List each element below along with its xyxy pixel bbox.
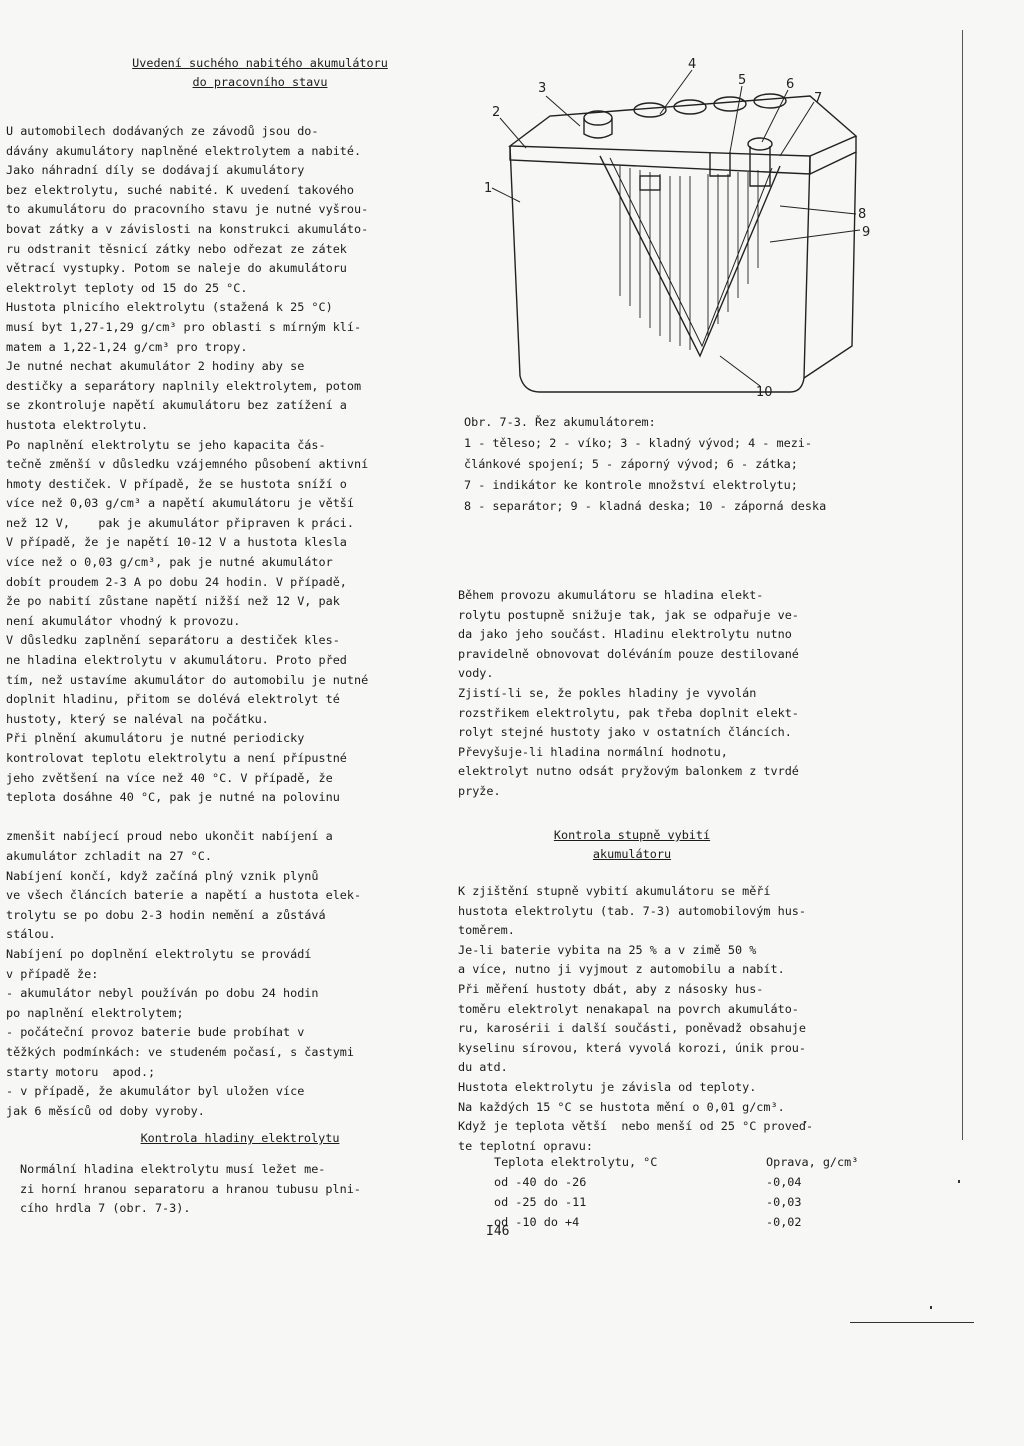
heading-line: Kontrola stupně vybití: [553, 828, 711, 842]
table-cell: -0,02: [766, 1215, 802, 1229]
positive-terminal: [584, 111, 612, 125]
text-line: že po nabití zůstane napětí nižší než 12 V, pak: [6, 594, 340, 609]
table-header: [494, 1152, 894, 1172]
text-line: jak 6 měsíců od doby vyroby.: [6, 1103, 205, 1118]
text-line: tečně změnší v důsledku vzájemného působení aktivní: [6, 457, 369, 472]
text-line: rozstřikem elektrolytu, pak třeba doplnit elekt-: [458, 705, 799, 720]
heading-line: akumulátoru: [592, 847, 672, 861]
figure-label-8: 8: [858, 207, 867, 222]
text-line: Při plnění akumulátoru je nutné periodicky: [6, 731, 305, 746]
right-column: [458, 586, 928, 802]
text-line: více než 0,03 g/cm³ a napětí akumulátoru je větší: [6, 496, 355, 511]
text-line: tím, než ustavíme akumulátor do automobilu je nutné: [6, 672, 369, 687]
text-line: [6, 808, 466, 828]
text-line: jeho zvětšení na více než 40 °C. V případě, že: [6, 770, 333, 785]
text-line: - v případě, že akumulátor byl uložen více: [6, 1084, 305, 1099]
text-line: hustoty, který se naléval na počátku.: [6, 711, 269, 726]
text-line: Nabíjení končí, když začíná plný vznik plynů: [6, 868, 319, 883]
text-line: pravidelně obnovovat doléváním pouze destilované: [458, 646, 799, 661]
text-line: Převyšuje-li hladina normální hodnotu,: [458, 744, 728, 759]
section-heading-2: [40, 1129, 440, 1148]
text-line: těžkých podmínkách: ve studeném počasí, s častymi: [6, 1044, 355, 1059]
text-line: více než o 0,03 g/cm³, pak je nutné akumulátor: [6, 555, 333, 570]
caption-line: článkové spojení; 5 - záporný vývod; 6 - zátka;: [464, 457, 798, 471]
figure-label-3: 3: [538, 81, 547, 96]
lid-edge: [510, 146, 810, 174]
text-line: - akumulátor nebyl používán po dobu 24 hodin: [6, 986, 319, 1001]
text-line: U automobilech dodávaných ze závodů jsou do-: [6, 124, 319, 138]
text-line: Nabíjení po doplnění elektrolytu se provádí: [6, 946, 312, 961]
section-heading-1: [60, 54, 460, 92]
text-line: V případě, že je napětí 10-12 V a hustota klesla: [6, 535, 347, 550]
table-header-cell: Oprava, g/cm³: [766, 1155, 859, 1169]
table-header-cell: Teplota elektrolytu, °C: [494, 1155, 658, 1169]
text-line: dávány akumulátory naplněné elektrolytem a nabité.: [6, 143, 362, 158]
section-heading-3: [432, 826, 832, 864]
text-line: Je nutné nechat akumulátor 2 hodiny aby se: [6, 359, 305, 374]
text-line: Jako náhradní díly se dodávají akumulátory: [6, 163, 305, 178]
text-line: hustota elektrolytu.: [6, 417, 149, 432]
text-line: da jako jeho součást. Hladinu elektrolytu nutno: [458, 627, 792, 642]
left-column: [6, 122, 466, 1121]
text-line: není akumulátor vhodný k provozu.: [6, 613, 241, 628]
text-line: hustota elektrolytu (tab. 7-3) automobilovým hus-: [458, 903, 807, 918]
text-line: ru, karosérii i další součásti, poněvadž obsahuje: [458, 1021, 807, 1036]
text-line: stálou.: [6, 927, 56, 942]
battery-cutaway-figure: [480, 56, 880, 406]
heading-line: Uvedení suchého nabitého akumulátoru: [132, 56, 388, 70]
text-line: Je-li baterie vybita na 25 % a v zimě 50 %: [458, 942, 757, 957]
text-line: zi horní hranou separatoru a hranou tubusu plni-: [20, 1181, 361, 1196]
right-column-2: [458, 882, 813, 1156]
text-line: Během provozu akumulátoru se hladina elekt-: [458, 588, 764, 602]
text-line: pryže.: [458, 783, 501, 798]
text-line: zmenšit nabíjecí proud nebo ukončit nabíjení a: [6, 829, 333, 844]
figure-label-7: 7: [814, 91, 823, 106]
text-line: destičky a separátory naplnily elektrolytem, potom: [6, 378, 362, 393]
table-cell: od -40 do -26: [494, 1175, 587, 1189]
text-line: hmoty destiček. V případě, že se hustota sníží o: [6, 476, 347, 491]
margin-rule: [962, 30, 963, 1140]
heading-line: Kontrola hladiny elektrolytu: [140, 1131, 340, 1145]
text-line: trolytu se po dobu 2-3 hodin nemění a zůstává: [6, 907, 326, 922]
text-line: Po naplnění elektrolytu se jeho kapacita čás-: [6, 437, 326, 452]
text-line: teplota dosáhne 40 °C, pak je nutné na polovinu: [6, 790, 340, 805]
text-line: Zjistí-li se, že pokles hladiny je vyvolán: [458, 685, 757, 700]
text-line: dobít proudem 2-3 A po dobu 24 hodin. V případě,: [6, 574, 347, 589]
heading-line: do pracovního stavu: [192, 75, 328, 89]
text-line: ru odstranit těsnicí zátky nebo odřezat ze zátek: [6, 241, 347, 256]
table-cell: -0,04: [766, 1175, 802, 1189]
text-line: Když je teplota větší nebo menší od 25 °C proveď-: [458, 1119, 814, 1134]
text-line: toměru elektrolyt nenakapal na povrch akumuláto-: [458, 1001, 799, 1016]
text-line: matem a 1,22-1,24 g/cm³ pro tropy.: [6, 339, 248, 354]
battery-right-side: [804, 152, 856, 378]
text-line: Normální hladina elektrolytu musí ležet me-: [20, 1162, 326, 1176]
text-line: bez elektrolytu, suché nabité. K uvedení takového: [6, 182, 355, 197]
left-column-tail: [20, 1160, 361, 1219]
text-line: to akumulátoru do pracovního stavu je nutné vyšrou-: [6, 202, 369, 217]
text-line: rolytu postupně snižuje tak, jak se odpařuje ve-: [458, 607, 799, 622]
scan-speck: [958, 1180, 960, 1183]
text-line: rolyt stejné hustoty jako v ostatních článcích.: [458, 725, 792, 740]
correction-table: [494, 1152, 894, 1232]
table-cell: -0,03: [766, 1195, 802, 1209]
text-line: Hustota elektrolytu je závisla od teploty.: [458, 1079, 757, 1094]
figure-label-6: 6: [786, 77, 795, 92]
text-line: po naplnění elektrolytem;: [6, 1005, 184, 1020]
text-line: bovat zátky a v závislosti na konstrukci akumuláto-: [6, 221, 369, 236]
page-number: I46: [486, 1224, 510, 1239]
caption-line: 8 - separátor; 9 - kladná deska; 10 - záporná deska: [464, 499, 827, 513]
text-line: a více, nutno ji vyjmout z automobilu a nabít.: [458, 962, 785, 977]
text-line: starty motoru apod.;: [6, 1064, 156, 1079]
battery-lid-outline: [510, 96, 856, 156]
text-line: Na každých 15 °C se hustota mění o 0,01 g/cm³.: [458, 1099, 785, 1114]
text-line: musí byt 1,27-1,29 g/cm³ pro oblasti s mírným klí-: [6, 319, 362, 334]
figure-label-5: 5: [738, 73, 747, 88]
lid-side: [810, 136, 856, 174]
table-cell: od -10 do +4: [494, 1215, 580, 1229]
text-line: V důsledku zaplnění separátoru a destiček kles-: [6, 633, 340, 648]
table-cell: od -25 do -11: [494, 1195, 587, 1209]
text-line: se zkontroluje napětí akumulátoru bez zatížení a: [6, 398, 347, 413]
text-line: v případě že:: [6, 966, 99, 981]
text-line: du atd.: [458, 1060, 508, 1075]
text-line: kontrolovat teplotu elektrolytu a není přípustné: [6, 751, 347, 765]
text-line: akumulátor zchladit na 27 °C.: [6, 848, 212, 863]
figure-label-10: 10: [756, 385, 773, 400]
figure-label-2: 2: [492, 105, 501, 120]
text-line: kyselinu sírovou, která vyvolá korozi, únik prou-: [458, 1040, 807, 1055]
text-line: toměrem.: [458, 923, 515, 938]
text-line: elektrolyt teploty od 15 do 25 °C.: [6, 280, 248, 295]
caption-line: Obr. 7-3. Řez akumulátorem:: [464, 415, 656, 429]
text-line: K zjištění stupně vybití akumulátoru se měří: [458, 884, 771, 898]
figure-label-4: 4: [688, 57, 697, 72]
caption-line: 1 - těleso; 2 - víko; 3 - kladný vývod; 4 - mezi-: [464, 436, 813, 450]
text-line: - počáteční provoz baterie bude probíhat v: [6, 1025, 305, 1040]
table-row: [494, 1192, 894, 1212]
text-line: te teplotní opravu:: [458, 1138, 593, 1153]
bottom-rule: [850, 1322, 974, 1323]
text-line: Hustota plnicího elektrolytu (stažená k 25 °C): [6, 300, 333, 315]
figure-label-1: 1: [484, 181, 493, 196]
text-line: ve všech článcích baterie a napětí a hustota elek-: [6, 888, 362, 903]
text-line: cího hrdla 7 (obr. 7-3).: [20, 1201, 191, 1216]
text-line: doplnit hladinu, přitom se dolévá elektrolyt té: [6, 692, 340, 707]
figure-label-9: 9: [862, 225, 871, 240]
table-row: [494, 1212, 894, 1232]
table-row: [494, 1172, 894, 1192]
caption-line: 7 - indikátor ke kontrole množství elektrolytu;: [464, 478, 798, 492]
text-line: než 12 V, pak je akumulátor připraven k práci.: [6, 515, 355, 530]
text-line: větrací vystupky. Potom se naleje do akumulátoru: [6, 261, 347, 276]
text-line: Při měření hustoty dbát, aby z násosky hus-: [458, 981, 764, 996]
text-line: vody.: [458, 666, 494, 681]
scan-speck: [930, 1306, 932, 1309]
plates-hatching: [620, 166, 690, 350]
text-line: ne hladina elektrolytu v akumulátoru. Proto před: [6, 653, 347, 668]
figure-caption: [464, 412, 826, 517]
text-line: elektrolyt nutno odsát pryžovým balonkem z tvrdé: [458, 764, 799, 779]
